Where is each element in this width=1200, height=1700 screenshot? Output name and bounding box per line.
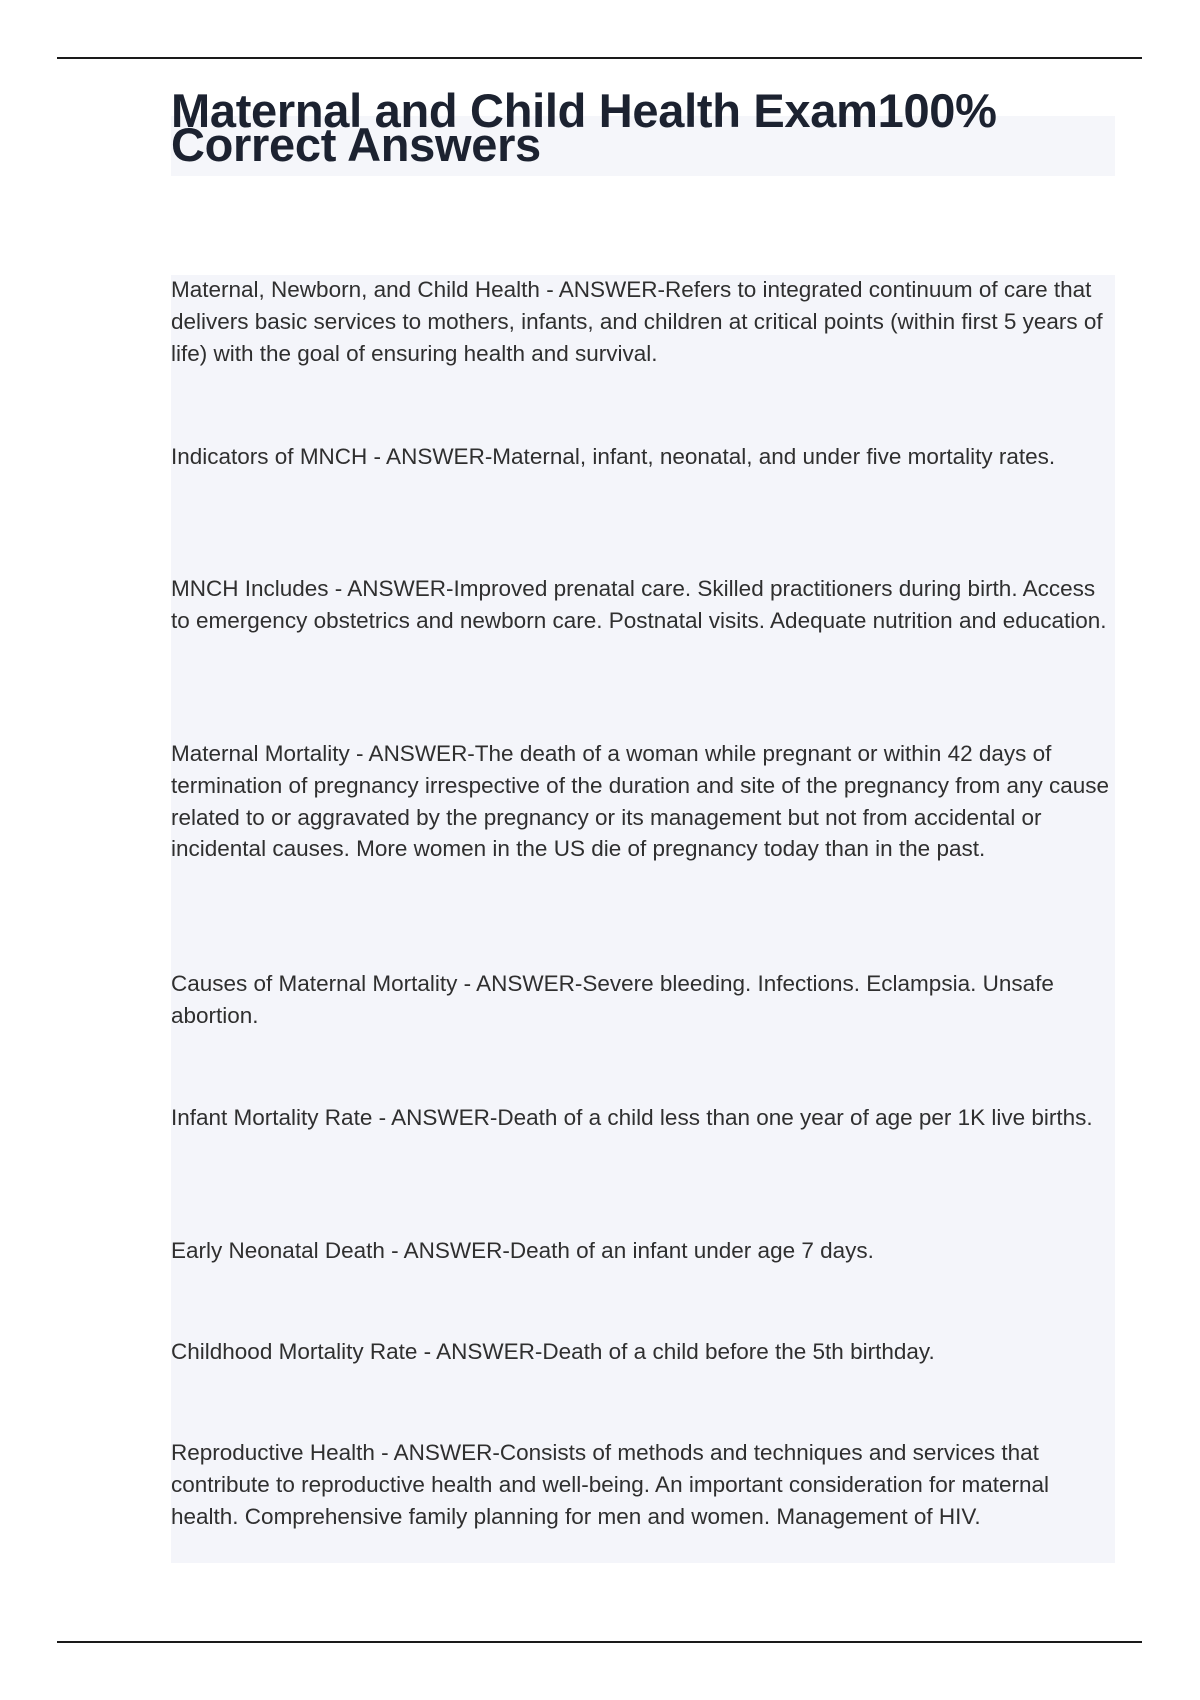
entry-maternal-mortality: Maternal Mortality - ANSWER-The death of a woman while pregnant or within 42 days of termination of pregnancy irrespective of the duration and site of the pregnancy from any cause related to or aggravated by the pregnancy or its management but not from accidental or incidental causes. More women in the US die of pregnancy today than in the past. (171, 741, 1110, 862)
entry-reproductive-health: Reproductive Health - ANSWER-Consists of methods and techniques and services that contribute to reproductive health and well-being. An important consideration for maternal health. Comprehensive family planning for men and women. Management of HIV. (171, 1440, 1050, 1529)
header-rule (57, 57, 1142, 59)
footer-rule (57, 1641, 1142, 1643)
entry-infant-mortality-rate: Infant Mortality Rate - ANSWER-Death of a child less than one year of age per 1K live births. (171, 1105, 1093, 1130)
entry-early-neonatal-death: Early Neonatal Death - ANSWER-Death of an infant under age 7 days. (171, 1238, 874, 1263)
entry-mnch-indicators: Indicators of MNCH - ANSWER-Maternal, infant, neonatal, and under five mortality rates. (171, 444, 1056, 469)
entry-mnch-definition: Maternal, Newborn, and Child Health - ANSWER-Refers to integrated continuum of care that delivers basic services to mothers, infants, and children at critical points (within first 5 years of life) with the goal of ensuring health and survival. (171, 277, 1103, 366)
page-title: Maternal and Child Health Exam100% Correct Answers (171, 84, 997, 171)
entry-mnch-includes: MNCH Includes - ANSWER-Improved prenatal care. Skilled practitioners during birth. Access to emergency obstetrics and newborn care. Postnatal visits. Adequate nutrition and education. (171, 576, 1107, 633)
entry-childhood-mortality-rate: Childhood Mortality Rate - ANSWER-Death of a child before the 5th birthday. (171, 1339, 935, 1364)
entry-causes-maternal-mortality: Causes of Maternal Mortality - ANSWER-Severe bleeding. Infections. Eclampsia. Unsafe abortion. (171, 971, 1054, 1028)
